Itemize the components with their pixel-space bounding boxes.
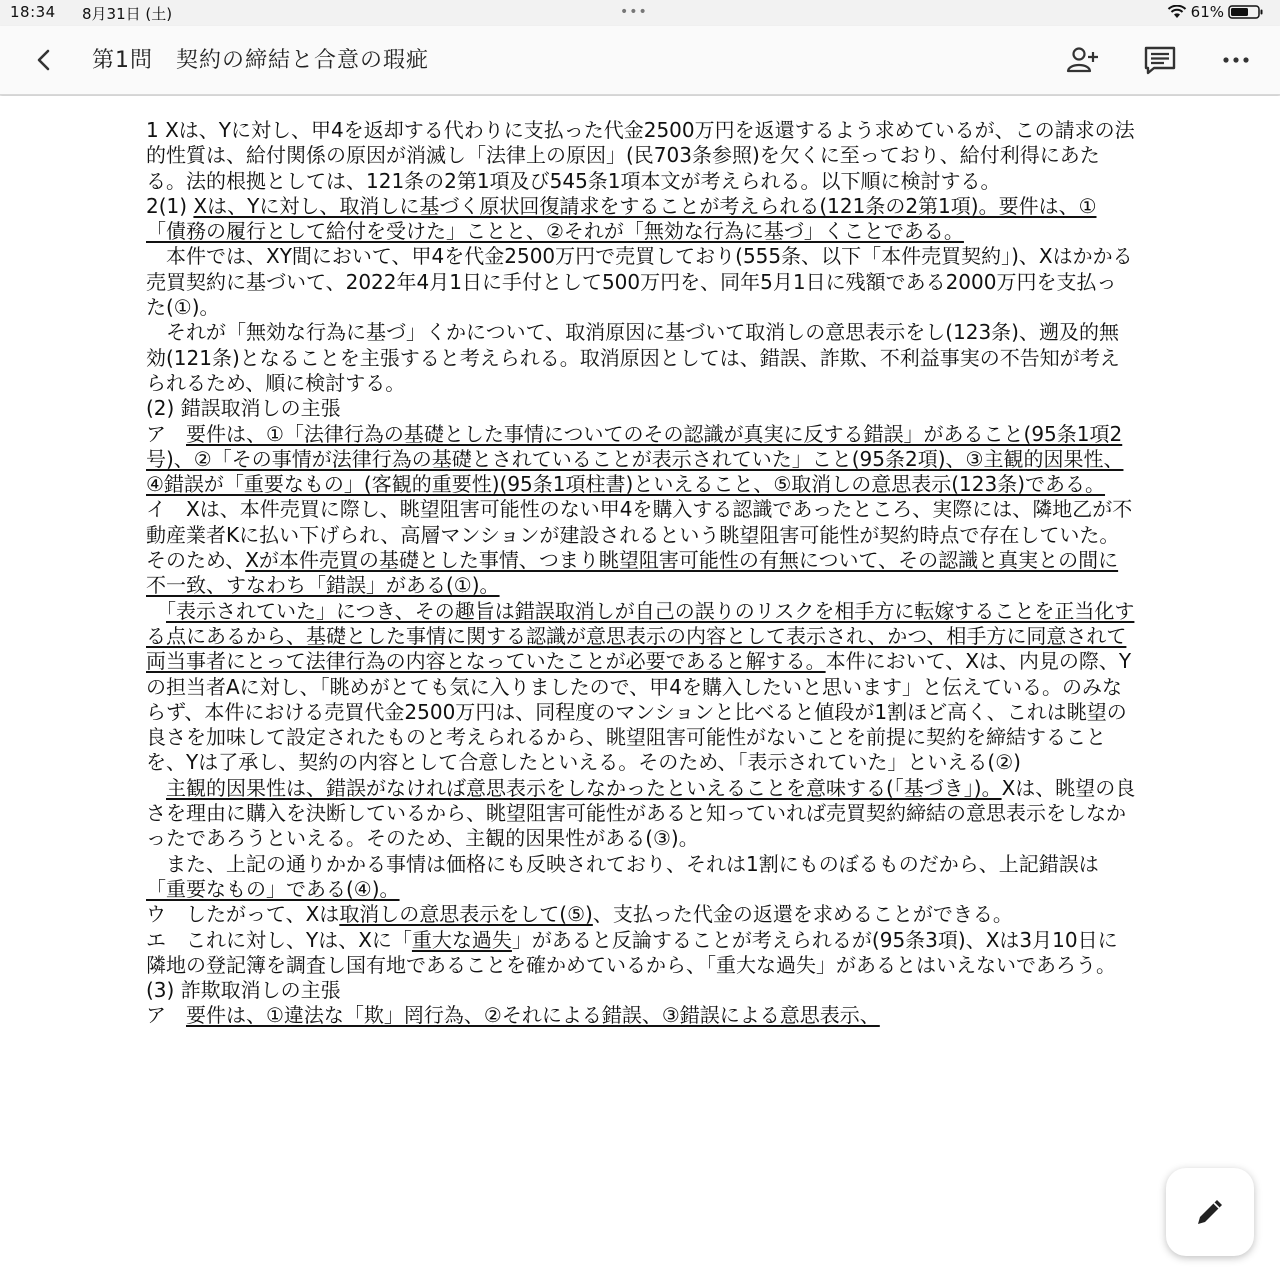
share-add-user-button[interactable] <box>1064 42 1100 78</box>
paragraph-2-underlined: Xは、Yに対し、取消しに基づく原状回復請求をすることが考えられる(121条の2第1項)。要件は、①「債務の履行として給付を受けた」ことと、②それが「無効な行為に基づ」くことである。 <box>146 193 1097 244</box>
comment-icon <box>1142 42 1178 78</box>
add-person-icon <box>1064 42 1100 78</box>
app-header <box>0 26 1280 95</box>
paragraph-fraud-requirements <box>146 1003 1136 1028</box>
status-date: 8月31日 (土) <box>82 5 173 23</box>
causation-rest: Xは、眺望の良さを理由に購入を決断しているから、眺望阻害可能性があると知っていれば売買契約締結の意思表示をしなかったであろうといえる。そのため、主観的因果性がある(③)。 <box>146 775 1136 851</box>
battery-icon <box>1228 5 1264 19</box>
document-title: 第1問 契約の締結と合意の瑕疵 <box>92 48 429 73</box>
item-a-underlined: 要件は、①「法律行為の基礎とした事情についてのその認識が真実に反する錯誤」があること(95条1項2号)、②「その事情が法律行為の基礎とされていることが表示されていた」こと(95条2項)、③主観的因果性、④錯誤が「重要なもの」(客観的重要性)(95条1項柱書)といえること、⑤取消しの意思表示(123条)である。 <box>146 421 1124 497</box>
paragraph-hyoji <box>146 599 1136 776</box>
item-a-prefix: ア <box>146 421 186 446</box>
paragraph-3: 本件では、XY間において、甲4を代金2500万円で売買しており(555条、以下「本件売買契約」)、Xはかかる売買契約に基づいて、2022年4月1日に手付として500万円を、同年5月1日に残額である2000万円を支払った(①)。 <box>146 244 1133 320</box>
paragraph-2 <box>146 194 1136 245</box>
back-button[interactable] <box>28 44 60 76</box>
item-e-underlined: 重大な過失 <box>411 927 512 952</box>
item-e-prefix: エ これに対し、Yは、Xに「 <box>146 927 412 952</box>
document-body <box>146 118 1136 1029</box>
fraud-prefix: ア <box>146 1003 186 1028</box>
chevron-left-icon <box>28 44 60 76</box>
more-options-button[interactable] <box>1218 42 1254 78</box>
status-indicators <box>1167 3 1264 21</box>
paragraph-causation <box>146 776 1136 852</box>
item-u-underlined: 取消しの意思表示をして(⑤) <box>339 902 593 927</box>
wifi-icon <box>1167 5 1187 19</box>
hyoji-rest: 本件において、Xは、内見の際、Yの担当者Aに対し、「眺めがとても気に入りましたので、甲4を購入したいと思います」と伝えている。のみならず、本件における売買代金2500万円は、同程度のマンションと比べると値段が1割ほど高く、これは眺望の良さを加味して設定されたものと考えられるから、眺望阻害可能性がないことを前提に契約を締結することを、Yは了承し、契約の内容として合意したといえる。そのため、「表示されていた」といえる(②) <box>146 649 1132 775</box>
item-u-rest: 、支払った代金の返還を求めることができる。 <box>592 902 1013 927</box>
multitask-dots[interactable]: ••• <box>620 4 648 20</box>
importance-underlined: 「重要なもの」である(④)。 <box>146 876 400 901</box>
status-bar <box>0 0 1280 26</box>
importance-pre: また、上記の通りかかる事情は価格にも反映されており、それは1割にものぼるものだから、上記錯誤は <box>146 851 1099 876</box>
paragraph-4: それが「無効な行為に基づ」くかについて、取消原因に基づいて取消しの意思表示をし(123条)、遡及的無効(121条)となることを主張すると考えられる。取消原因としては、錯誤、詐欺、不利益事実の不告知が考えられるため、順に検討する。 <box>146 320 1120 395</box>
more-horizontal-icon <box>1218 42 1254 78</box>
comment-button[interactable] <box>1142 42 1178 78</box>
fraud-underlined: 要件は、①違法な「欺」罔行為、②それによる錯誤、③錯誤による意思表示、 <box>186 1003 880 1028</box>
paragraph-importance <box>146 852 1136 903</box>
causation-underlined: 主観的因果性は、錯誤がなければ意思表示をしなかったといえることを意味する(「基づき」)。 <box>166 775 1002 800</box>
edit-fab-button[interactable] <box>1166 1168 1254 1256</box>
paragraph-i <box>146 497 1136 598</box>
item-e-rest: 」があると反論することが考えられるが(95条3項)、Xは3月10日に隣地の登記簿を調査し国有地であることを確かめているから、「重大な過失」があるとはいえないであろう。 <box>146 927 1118 977</box>
paragraph-e <box>146 928 1136 979</box>
status-time: 18:34 <box>10 3 56 21</box>
item-i-underlined: Xが本件売買の基礎とした事情、つまり眺望阻害可能性の有無について、その認識と真実との間に不一致、すなわち「錯誤」がある(①)。 <box>146 548 1119 598</box>
paragraph-u <box>146 902 1136 927</box>
item-i-text: イ Xは、本件売買に際し、眺望阻害可能性のない甲4を購入する認識であったところ、実際には、隣地乙が不動産業者Kに払い下げられ、高層マンションが建設されるという眺望阻害可能性が契約時点で存在していた。そのため、 <box>146 497 1133 573</box>
heading-fraud: (3) 詐欺取消しの主張 <box>146 978 341 1003</box>
paragraph-a-requirements <box>146 422 1136 498</box>
hyoji-underlined: 「表示されていた」につき、その趣旨は錯誤取消しが自己の誤りのリスクを相手方に転嫁することを正当化する点にあるから、基礎とした事情に関する認識が意思表示の内容として表示され、かつ、相手方に同意されて両当事者にとって法律行為の内容となっていたことが必要であると解する。 <box>146 598 1135 674</box>
pencil-icon <box>1192 1194 1228 1230</box>
paragraph-1: 1 Xは、Yに対し、甲4を返却する代わりに支払った代金2500万円を返還するよう求めているが、この請求の法的性質は、給付関係の原因が消滅し「法律上の原因」(民703条参照)を欠くに至っており、給付利得にあたる。法的根拠としては、121条の2第1項及び545条1項本文が考えられる。以下順に検討する。 <box>146 118 1135 193</box>
document-page[interactable] <box>0 96 1280 1280</box>
heading-mistake: (2) 錯誤取消しの主張 <box>146 396 341 421</box>
battery-percent: 61% <box>1190 3 1224 21</box>
paragraph-2-prefix: 2(1) <box>146 193 194 218</box>
item-u-prefix: ウ したがって、Xは <box>146 902 340 927</box>
